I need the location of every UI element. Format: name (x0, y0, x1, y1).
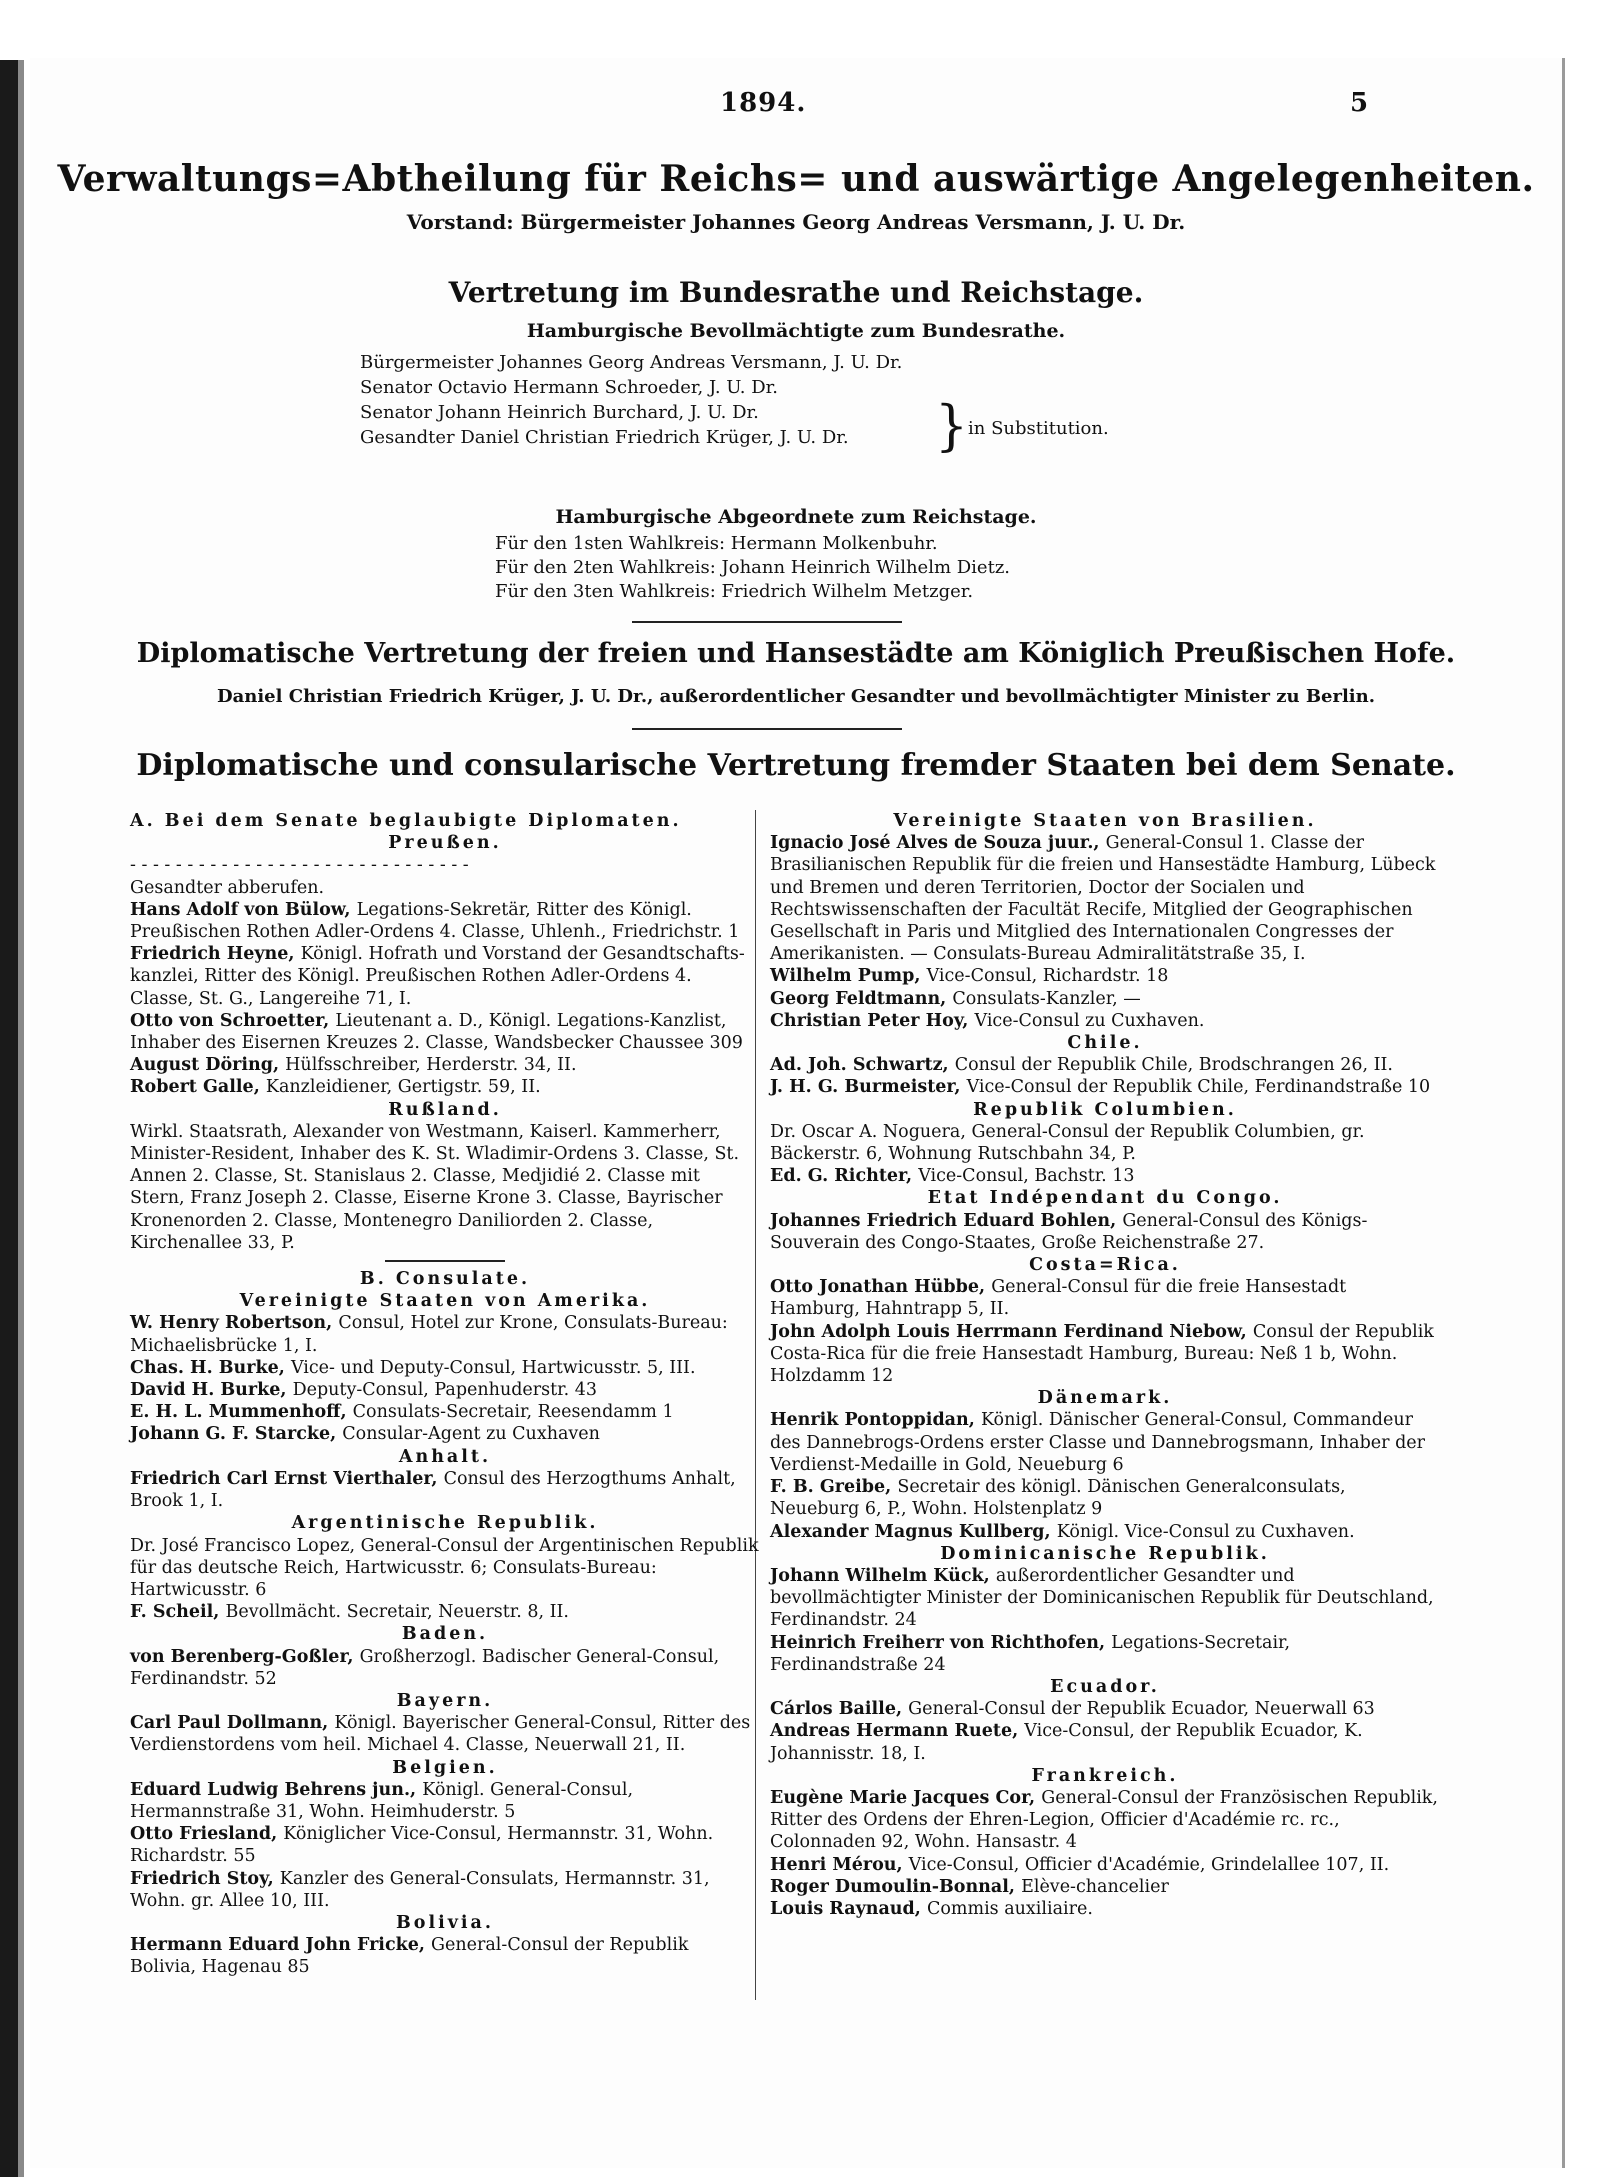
section-heading: Anhalt. (398, 1446, 492, 1467)
entry-name: Wilhelm Pump, (770, 966, 927, 987)
section-heading: Vereinigte Staaten von Brasilien. (893, 811, 1317, 831)
directory-entry (130, 943, 760, 1010)
directory-entry (770, 1698, 1440, 1720)
entry-name: Eduard Ludwig Behrens jun., (130, 1779, 423, 1800)
substitution-note: in Substitution. (968, 418, 1109, 439)
directory-entry (130, 1779, 760, 1823)
entry-text: Königl. General-Consul, Hermannstraße 31, Wohn. Heimhuderstr. 5 (130, 1779, 634, 1822)
section-heading: Chile. (1067, 1033, 1143, 1054)
directory-entry (130, 1601, 760, 1623)
scan-border-left (0, 60, 18, 2177)
bundesrath-line: Gesandter Daniel Christian Friedrich Krüger, J. U. Dr. (360, 427, 849, 448)
entry-text: Königl. Bayerischer General-Consul, Ritter des Verdienstordens vom heil. Michael 4. Classe, Neuerwall 21, II. (130, 1713, 751, 1756)
directory-entry (130, 1823, 760, 1867)
entry-name: Otto Friesland, (130, 1824, 284, 1845)
section-heading: Vereinigte Staaten von Amerika. (239, 1291, 651, 1312)
entry-name: Ed. G. Richter, (770, 1166, 919, 1187)
directory-entry (130, 1379, 760, 1401)
entry-name: Christian Peter Hoy, (770, 1010, 975, 1031)
directory-entry (770, 1632, 1440, 1676)
entry-text: Consul der Republik Costa-Rica für die freie Hansestadt Hamburg, Bureau: Neß 1 b, Wohn. Holzdamm 12 (770, 1321, 1434, 1387)
scan-border-top (0, 0, 1600, 60)
entry-text: Vice- und Deputy-Consul, Hartwicusstr. 5, III. (290, 1357, 696, 1378)
section-heading: Dänemark. (1037, 1388, 1173, 1409)
directory-entry (130, 1010, 760, 1054)
reichstag-line: Für den 3ten Wahlkreis: Friedrich Wilhelm Metzger. (495, 581, 974, 602)
bundesrath-list (360, 350, 1260, 450)
reichstag-title: Hamburgische Abgeordnete zum Reichstage. (555, 506, 1037, 528)
directory-entry (130, 1468, 760, 1512)
directory-entry (130, 899, 760, 943)
entry-text: Kanzleidiener, Gertigstr. 59, II. (265, 1077, 541, 1098)
entry-name: Friedrich Carl Ernst Vierthaler, (130, 1468, 444, 1489)
directory-entry (130, 1934, 760, 1978)
main-title: Verwaltungs=Abtheilung für Reichs= und auswärtige Angelegenheiten. (57, 158, 1535, 200)
section-heading: B. Consulate. (359, 1269, 531, 1290)
section-heading: Bayern. (396, 1690, 494, 1711)
section-heading: Rußland. (388, 1099, 502, 1120)
directory-entry (770, 1565, 1440, 1632)
section-heading: Preußen. (388, 833, 502, 854)
entry-text: Vice-Consul zu Cuxhaven. (974, 1010, 1205, 1031)
entry-text: Lieutenant a. D., Königl. Legations-Kanzlist, Inhaber des Eisernen Kreuzes 2. Classe, Wandsbecker Chaussee 309 (130, 1010, 743, 1054)
entry-name: Henrik Pontoppidan, (770, 1410, 981, 1431)
bundesrath-line: Senator Octavio Hermann Schroeder, J. U. Dr. (360, 377, 778, 398)
entry-name: Andreas Hermann Ruete, (770, 1721, 1025, 1742)
entry-name: von Berenberg-Goßler, (130, 1646, 360, 1667)
directory-entry (770, 1121, 1440, 1165)
directory-entry (130, 1054, 760, 1076)
foreign-representation-title: Diplomatische und consularische Vertretung fremder Staaten bei dem Senate. (136, 748, 1456, 783)
entry-name: J. H. G. Burmeister, (770, 1077, 967, 1098)
right-column (770, 810, 1440, 1920)
entry-text: Dr. José Francisco Lopez, General-Consul der Argentinischen Republik für das deutsche Reich, Hartwicusstr. 6; Consulats-Bureau: Hartwicusstr. 6 (130, 1535, 759, 1600)
entry-text: Consular-Agent zu Cuxhaven (342, 1424, 600, 1445)
directory-entry (770, 1321, 1440, 1388)
section-heading: Argentinische Republik. (291, 1513, 599, 1534)
directory-entry (770, 988, 1440, 1010)
entry-text: Dr. Oscar A. Noguera, General-Consul der Republik Columbien, gr. Bäckerstr. 6, Wohnung Rutschbahn 34, P. (770, 1121, 1365, 1165)
entry-name: Friedrich Heyne, (130, 944, 301, 965)
entry-text: Königl. Vice-Consul zu Cuxhaven. (1056, 1521, 1355, 1542)
entry-text: Deputy-Consul, Papenhuderstr. 43 (292, 1380, 597, 1401)
directory-entry (770, 1054, 1440, 1076)
directory-entry (770, 1787, 1440, 1854)
entry-text: General-Consul für die freie Hansestadt Hamburg, Hahntrapp 5, II. (770, 1277, 1347, 1320)
entry-name: Carl Paul Dollmann, (130, 1713, 335, 1734)
entry-name: Johann G. F. Starcke, (130, 1424, 343, 1445)
directory-entry (770, 1210, 1440, 1254)
section-divider (632, 728, 902, 730)
entry-name: Otto von Schroetter, (130, 1010, 336, 1031)
entry-name: John Adolph Louis Herrmann Ferdinand Niebow, (770, 1321, 1253, 1342)
directory-entry (130, 1312, 760, 1356)
document-page (30, 58, 1565, 2168)
section-heading: Costa=Rica. (1029, 1255, 1181, 1276)
section-heading: Etat Indépendant du Congo. (927, 1188, 1283, 1209)
entry-text: Hülfsschreiber, Herderstr. 34, II. (285, 1055, 577, 1076)
reichstag-line: Für den 2ten Wahlkreis: Johann Heinrich Wilhelm Dietz. (495, 557, 1011, 578)
reichstag-line: Für den 1sten Wahlkreis: Hermann Molkenbuhr. (495, 533, 938, 554)
entry-text: Großherzogl. Badischer General-Consul, Ferdinandstr. 52 (130, 1646, 720, 1689)
entry-text: Consul der Republik Chile, Brodschrangen 26, II. (954, 1055, 1393, 1076)
section-heading: Frankreich. (1031, 1765, 1179, 1786)
entry-text: Commis auxiliaire. (926, 1898, 1093, 1919)
directory-entry (130, 1646, 760, 1690)
directory-entry (770, 1876, 1440, 1898)
entry-text: Consul, Hotel zur Krone, Consulats-Bureau: Michaelisbrücke 1, I. (130, 1313, 728, 1356)
entry-name: Eugène Marie Jacques Cor, (770, 1787, 1042, 1808)
entry-text: Vice-Consul der Republik Chile, Ferdinandstraße 10 (966, 1077, 1431, 1098)
directory-entry (770, 1854, 1440, 1876)
entry-text: General-Consul der Republik Ecuador, Neuerwall 63 (908, 1699, 1375, 1720)
directory-entry (130, 1535, 760, 1602)
entry-name: Chas. H. Burke, (130, 1357, 291, 1378)
scan-border-left-shadow (18, 60, 24, 2177)
entry-name: Otto Jonathan Hübbe, (770, 1277, 992, 1298)
bundesrath-line: Bürgermeister Johannes Georg Andreas Versmann, J. U. Dr. (360, 352, 903, 373)
entry-text: Wirkl. Staatsrath, Alexander von Westmann, Kaiserl. Kammerherr, Minister-Resident, Inhaber des K. St. Wladimir-Ordens 3. Classe, St. Annen 2. Classe, St. Stanislaus 2. Classe, Medjidié 2. Classe mit Stern, Franz Joseph 2. Classe, Eiserne Krone 3. Classe, Bayrischer Kronenorden 2. Classe, Montenegro Daniliorden 2. Classe, Kirchenallee 33, P. (130, 1121, 740, 1253)
bundesrath-title: Vertretung im Bundesrathe und Reichstage. (448, 276, 1144, 309)
entry-text: Consul des Herzogthums Anhalt, Brook 1, I. (130, 1468, 736, 1512)
directory-entry (130, 1712, 760, 1756)
entry-name: Hans Adolf von Bülow, (130, 899, 357, 920)
entry-name: Alexander Magnus Kullberg, (770, 1521, 1057, 1542)
entry-text: - - - - - - - - - - - - - - - - - - - - - - - - - - - - - - (130, 855, 469, 876)
entry-name: E. H. L. Mummenhoff, (130, 1402, 353, 1423)
entry-name: Heinrich Freiherr von Richthofen, (770, 1632, 1112, 1653)
entry-text: Bevollmächt. Secretair, Neuerstr. 8, II. (225, 1602, 569, 1623)
directory-entry (770, 1521, 1440, 1543)
entry-text: Königl. Dänischer General-Consul, Commandeur des Dannebrogs-Ordens erster Classe und Dannebrogsmann, Inhaber der Verdienst-Medaille in Gold, Neueburg 6 (770, 1410, 1426, 1475)
main-subtitle: Vorstand: Bürgermeister Johannes Georg Andreas Versmann, J. U. Dr. (406, 210, 1186, 234)
entry-name: Ignacio José Alves de Souza juur., (770, 833, 1106, 854)
directory-entry (770, 1165, 1440, 1187)
entry-text: Consulats-Secretair, Reesendamm 1 (352, 1402, 674, 1423)
entry-text: Königlicher Vice-Consul, Hermannstr. 31, Wohn. Richardstr. 55 (130, 1824, 714, 1867)
page-year: 1894. (720, 88, 807, 118)
bundesrath-subtitle: Hamburgische Bevollmächtigte zum Bundesrathe. (526, 320, 1066, 342)
section-heading: Baden. (401, 1624, 489, 1645)
entry-text: Consulats-Kanzler, — (952, 988, 1141, 1009)
entry-text: Kanzler des General-Consulats, Hermannstr. 31, Wohn. gr. Allee 10, III. (130, 1868, 710, 1911)
entry-text: außerordentlicher Gesandter und bevollmächtigter Minister der Dominicanischen Republik für Deutschland, Ferdinandstr. 24 (770, 1565, 1434, 1631)
directory-entry (770, 1276, 1440, 1320)
section-heading: Bolivia. (395, 1912, 494, 1933)
entry-name: Roger Dumoulin-Bonnal, (770, 1876, 1022, 1897)
directory-entry (130, 1121, 760, 1254)
entry-text: Königl. Hofrath und Vorstand der Gesandtschafts-kanzlei, Ritter des Königl. Preußischen Rothen Adler-Ordens 4. Classe, St. G., Langereihe 71, I. (130, 944, 745, 1009)
directory-entry (130, 1357, 760, 1379)
section-heading: A. Bei dem Senate beglaubigte Diplomaten. (130, 811, 682, 831)
directory-entry (770, 965, 1440, 987)
directory-entry (130, 877, 760, 899)
entry-name: Cárlos Baille, (770, 1699, 909, 1720)
entry-text: Vice-Consul, Officier d'Académie, Grindelallee 107, II. (908, 1854, 1390, 1875)
section-heading: Ecuador. (1050, 1676, 1160, 1697)
entry-text: Vice-Consul, der Republik Ecuador, K. Johannisstr. 18, I. (770, 1721, 1363, 1764)
directory-entry (770, 1720, 1440, 1764)
section-heading: Dominicanische Republik. (940, 1543, 1270, 1564)
entry-text: Legations-Sekretär, Ritter des Königl. Preußischen Rothen Adler-Ordens 4. Classe, Uhlenh., Friedrichstr. 1 (130, 899, 740, 943)
entry-text: General-Consul der Republik Bolivia, Hagenau 85 (130, 1935, 689, 1978)
entry-text: General-Consul des Königs-Souverain des Congo-Staates, Große Reichenstraße 27. (770, 1210, 1368, 1253)
bundesrath-line: Senator Johann Heinrich Burchard, J. U. Dr. (360, 402, 759, 423)
column-divider-rule (385, 1260, 505, 1262)
left-column (130, 810, 760, 1979)
entry-name: Johannes Friedrich Eduard Bohlen, (770, 1210, 1123, 1231)
prussia-diplomacy-subtitle: Daniel Christian Friedrich Krüger, J. U. Dr., außerordentlicher Gesandter und bevollmächtigter Minister zu Berlin. (216, 686, 1375, 707)
section-divider (632, 621, 902, 623)
directory-entry (770, 1076, 1440, 1098)
directory-entry (770, 1409, 1440, 1476)
section-heading: Republik Columbien. (973, 1099, 1237, 1120)
directory-entry (130, 1401, 760, 1423)
entry-text: Elève-chancelier (1021, 1876, 1169, 1897)
entry-text: Vice-Consul, Richardstr. 18 (926, 966, 1169, 987)
entry-text: Legations-Secretair, Ferdinandstraße 24 (770, 1632, 1291, 1675)
prussia-diplomacy-title: Diplomatische Vertretung der freien und Hansestädte am Königlich Preußischen Hofe. (136, 638, 1456, 669)
directory-entry (770, 832, 1440, 965)
entry-name: David H. Burke, (130, 1380, 293, 1401)
directory-entry (130, 854, 760, 876)
entry-text: Gesandter abberufen. (130, 877, 325, 898)
entry-name: W. Henry Robertson, (130, 1313, 339, 1334)
entry-name: F. Scheil, (130, 1602, 226, 1623)
page-number: 5 (1350, 88, 1369, 118)
entry-name: F. B. Greibe, (770, 1477, 898, 1498)
entry-name: Henri Mérou, (770, 1854, 909, 1875)
directory-entry (770, 1898, 1440, 1920)
directory-entry (770, 1010, 1440, 1032)
entry-name: Louis Raynaud, (770, 1898, 927, 1919)
entry-name: Ad. Joh. Schwartz, (770, 1055, 955, 1076)
entry-text: Vice-Consul, Bachstr. 13 (918, 1166, 1135, 1187)
directory-entry (130, 1076, 760, 1098)
entry-name: Hermann Eduard John Fricke, (130, 1935, 432, 1956)
entry-name: Georg Feldtmann, (770, 988, 953, 1009)
reichstag-list (495, 532, 1295, 604)
brace-icon: } (935, 394, 969, 458)
section-heading: Belgien. (392, 1757, 498, 1778)
entry-name: Friedrich Stoy, (130, 1868, 280, 1889)
directory-entry (130, 1868, 760, 1912)
entry-name: Robert Galle, (130, 1077, 266, 1098)
entry-text: General-Consul 1. Classe der Brasilianischen Republik für die freien und Hansestädte Hamburg, Lübeck und Bremen und deren Territorien, Doctor der Socialen und Rechtswissenschaften der Facultät Recife, Mitglied der Geographischen Gesellschaft in Paris und Mitglied des Internationalen Congresses der Amerikanisten. — Consulats-Bureau Admiralitätstraße 35, I. (770, 833, 1436, 965)
entry-name: August Döring, (130, 1055, 286, 1076)
directory-entry (770, 1476, 1440, 1520)
directory-entry (130, 1423, 760, 1445)
entry-name: Johann Wilhelm Kück, (770, 1565, 996, 1586)
entry-text: General-Consul der Französischen Republik, Ritter des Ordens der Ehren-Legion, Officier d'Académie rc. rc., Colonnaden 92, Wohn. Hansastr. 4 (770, 1787, 1438, 1853)
entry-text: Secretair des königl. Dänischen Generalconsulats, Neueburg 6, P., Wohn. Holstenplatz 9 (770, 1477, 1346, 1520)
